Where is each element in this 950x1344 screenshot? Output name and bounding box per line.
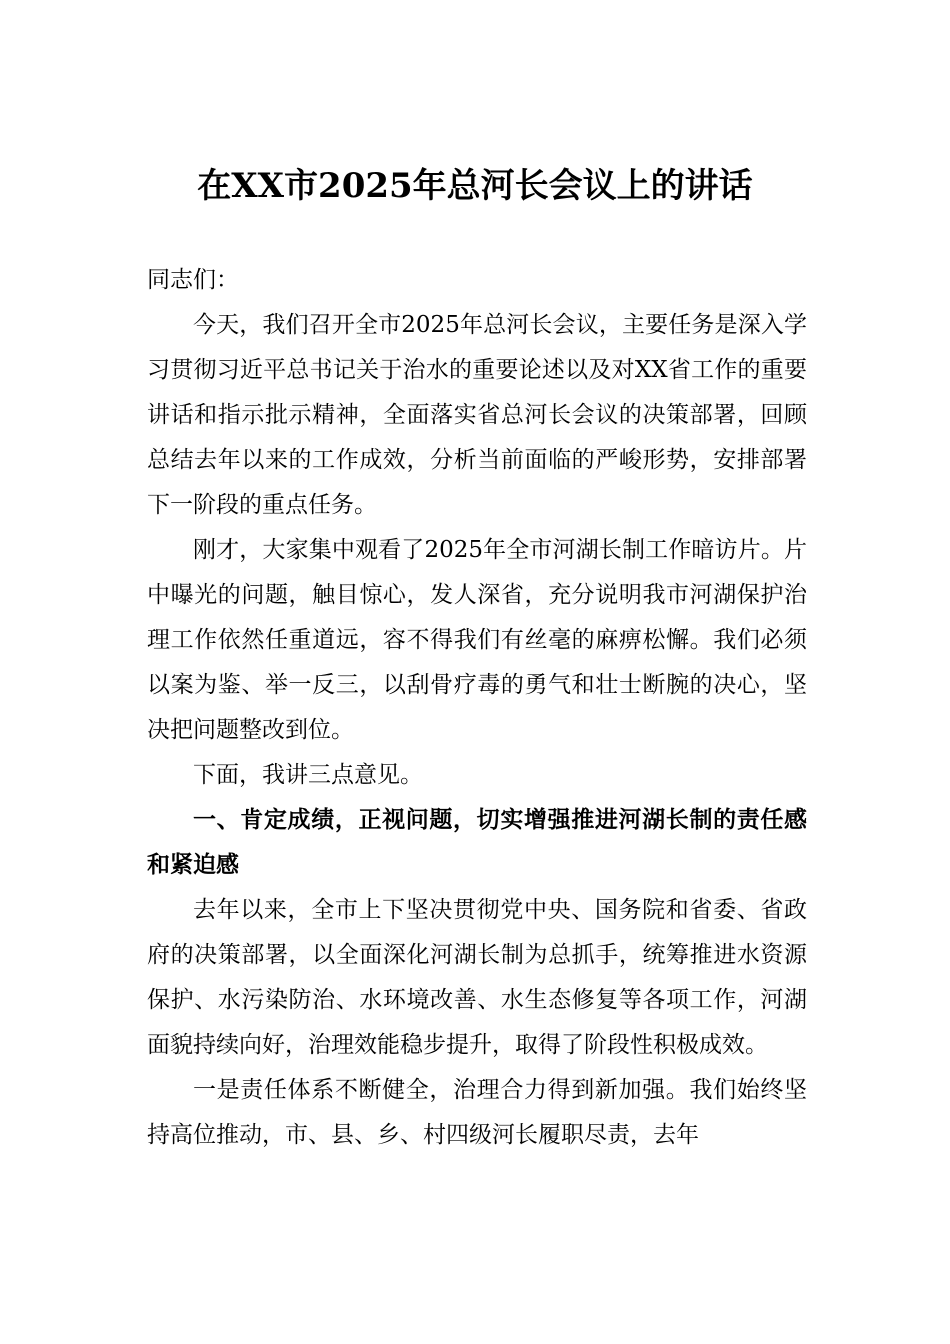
paragraph-transition: 下面，我讲三点意见。 <box>193 762 423 788</box>
section-heading-1: 一、肯定成绩，正视问题，切实增强推进河湖长制的责任感和紧迫感 <box>147 807 807 878</box>
document-title: 在XX市2025年总河长会议上的讲话 <box>197 166 753 206</box>
paragraph-opening: 今天，我们召开全市2025年总河长会议，主要任务是深入学习贯彻习近平总书记关于治水的重要论述以及对XX省工作的重要讲话和指示批示精神，全面落实省总河长会议的决策部署，回顾总结去年以来的工作成效，分析当前面临的严峻形势，安排部署下一阶段的重点任务。 <box>147 312 807 518</box>
paragraph-achievements: 去年以来，全市上下坚决贯彻党中央、国务院和省委、省政府的决策部署，以全面深化河湖长制为总抓手，统筹推进水资源保护、水污染防治、水环境改善、水生态修复等各项工作，河湖面貌持续向好，治理效能稳步提升，取得了阶段性积极成效。 <box>147 897 807 1058</box>
document-body <box>147 258 807 1158</box>
salutation: 同志们： <box>147 267 239 293</box>
paragraph-video-review: 刚才，大家集中观看了2025年全市河湖长制工作暗访片。片中曝光的问题，触目惊心，发人深省，充分说明我市河湖保护治理工作依然任重道远，容不得我们有丝毫的麻痹松懈。我们必须以案为鉴、举一反三，以刮骨疗毒的勇气和壮士断腕的决心，坚决把问题整改到位。 <box>147 537 807 743</box>
paragraph-responsibility-system: 一是责任体系不断健全，治理合力得到新加强。我们始终坚持高位推动，市、县、乡、村四级河长履职尽责，去年 <box>147 1077 807 1148</box>
